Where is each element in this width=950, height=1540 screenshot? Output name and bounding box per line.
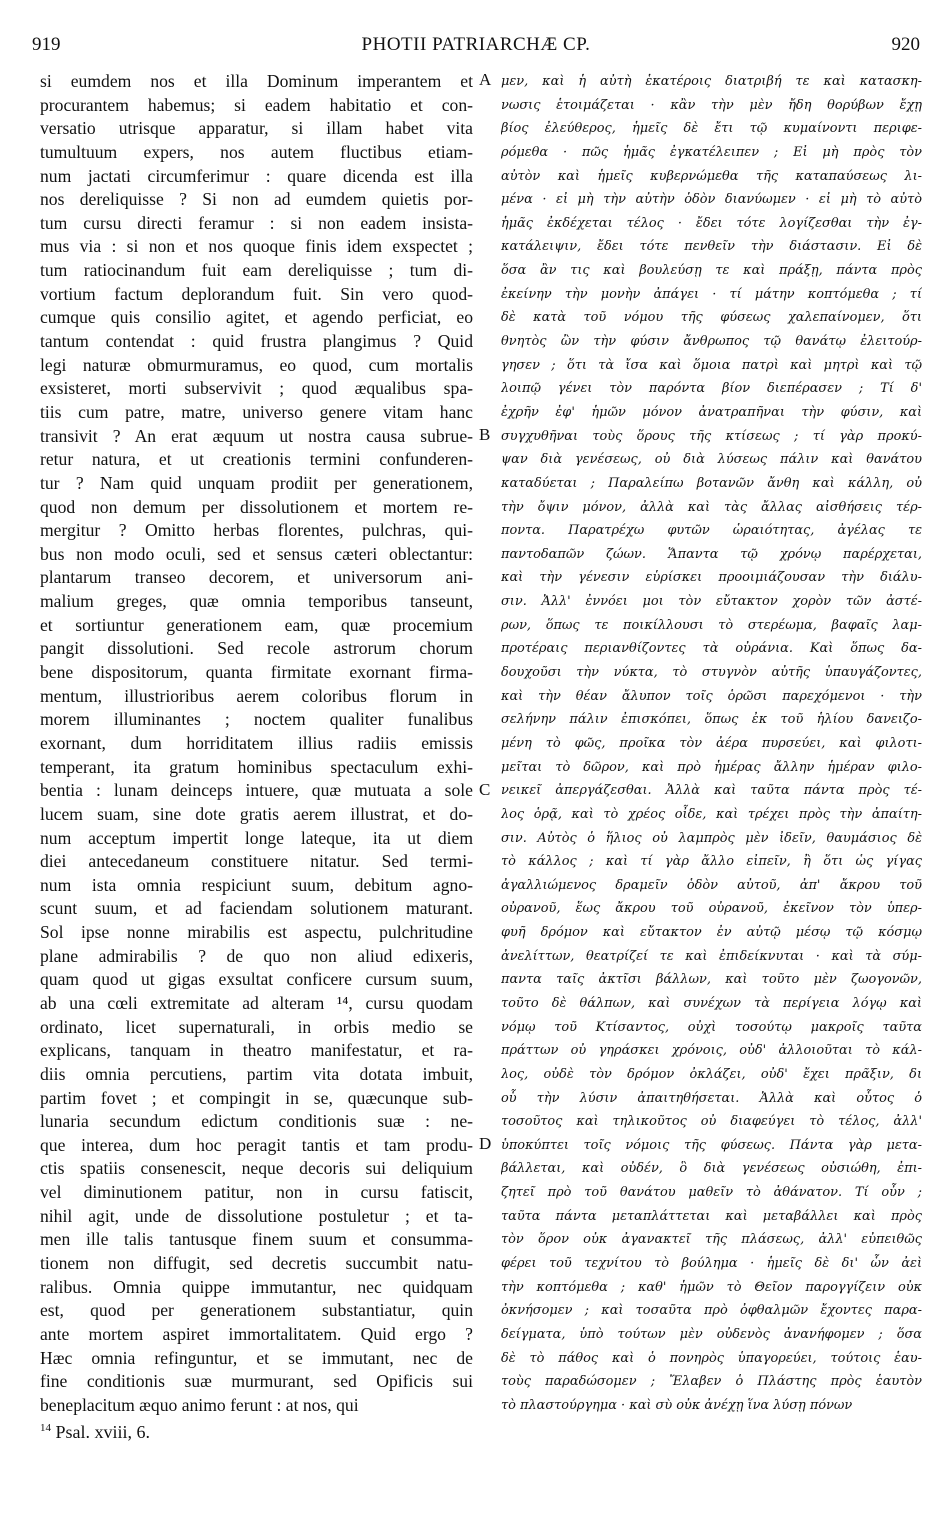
greek-text-line: προτέραις περιανθίζοντες τὰ οὐράνια. Καὶ ὅπως δα- [501,641,922,657]
greek-text-line: τοῦτο δὲ θάλπων, καὶ συνέχων τὰ περίγεια λόγῳ καὶ [501,995,922,1011]
latin-text-line: mentum, illustrioribus aerem coloribus florum in [40,685,473,706]
greek-text-line: σελήνην πάλιν ἐπισκόπει, ὅπως ἐκ τοῦ ἡλίου δανειζο- [501,712,922,728]
latin-text-line: tumultuum expers, nos autem fluctibus etiam- [40,141,473,162]
latin-text-line: malium greges, quæ omnia temporibus tanseunt, [40,591,473,612]
latin-text-line: bentia : lunam deinceps intuere, quæ mutuata a sole [40,780,473,801]
greek-text-line: λος, οὐδὲ τὸν δρόμον ὀκλάζει, οὐδ' ἔχει πρᾶξιν, δι [501,1066,922,1082]
greek-text-line: ἀνελίττων, θεατρίζεί τε καὶ ἐπιδείκνυται · καὶ τὰ σύμ- [501,948,922,964]
greek-text-line: ποντα. Παρατρέχω φυτῶν ὡραιότητας, ἀγέλας τε [501,523,922,539]
latin-text-line: exsisteret, morti subservivit ; quod æqualibus spa- [40,378,473,399]
greek-text-line: τὸ κάλλος ; καὶ τί γὰρ ἄλλο εἰπεῖν, ἢ ὅτι ὡς γίγας [501,854,922,870]
greek-text-line: καὶ τὴν γένεσιν εὑρίσκει προοιμιάζουσαν τὴν διάλυ- [501,570,922,586]
greek-text-line: δείγματα, ὑπὸ τούτων μὲν οὐδενὸς ἀνανήφομεν ; ὅσα [501,1326,922,1342]
latin-text-line: tum cursu directi feramur : si non eadem insista- [40,212,473,233]
latin-text-line: tiis cum patre, matre, universo genere vitam hanc [40,401,473,422]
greek-text-line: θνητὸς ὢν τὴν φύσιν ἄνθρωπος τῷ θανάτῳ ἐλειτούρ- [501,334,922,350]
greek-text-line: καὶ τὴν θέαν ἄλυπον τοῖς ὁρῶσι παρεχόμενοι · τὴν [501,688,922,704]
latin-text-line: exornant, dum horriditatem illius radiis emissis [40,732,473,753]
margin-letter: D [479,1134,492,1154]
greek-text-line: παντοδαπῶν ζώων. Ἅπαντα τῷ χρόνῳ παρέρχεται, [501,546,922,562]
greek-text-line: πράττων οὐ γηράσκει χρόνοις, οὐδ' ἀλλοιοῦται τὸ κάλ- [501,1043,922,1059]
latin-text-line: tantum contendat : quid frustra plangimus ? Quid [40,331,473,352]
greek-text-line: νεικεῖ ἀπεργάζεσθαι. Ἀλλὰ καὶ ταῦτα πάντα πρὸς τέ- [501,783,922,799]
footnote-number: 14 [40,1422,51,1434]
greek-text-line: τὸν ὅρον οὐκ ἀγανακτεῖ τῆς πλάσεως, ἀλλ' εὐπειθῶς [501,1232,922,1248]
latin-text-line: num ista omnia respiciunt suum, debitum agno- [40,874,473,895]
greek-text-line: ἀγαλλιώμενος δραμεῖν ὁδὸν αὐτοῦ, ἀπ' ἄκρου τοῦ [501,877,922,893]
greek-text-line: τὴν ὄψιν μόνον, ἀλλὰ καὶ τὰς ἄλλας αἰσθήσεις τέρ- [501,499,922,515]
latin-text-line: mus via : si non et nos quoque finis idem exspectet ; [40,236,473,257]
latin-text-line: lucem suam, sine dote gratis aerem illustrat, et do- [40,803,473,824]
greek-text-line: σιν. Αὐτὸς ὁ ἥλιος οὐ λαμπρὸς μὲν ἰδεῖν, θαυμάσιος δὲ [501,830,922,846]
greek-text-line: νόμῳ τοῦ Κτίσαντος, οὐχὶ τοσούτῳ μακροῖς ταῦτα [501,1019,922,1035]
page-number-left: 919 [32,34,61,55]
latin-text-line: beneplacitum æquo animo ferunt : at nos, qui [40,1394,359,1415]
latin-text-line: retur natura, et ut creationis termini confunderen- [40,449,473,470]
latin-text-line: transivit ? An erat æquum ut nostra causa subrue- [40,425,473,446]
latin-text-line: diis omnia percutiens, partim vita dotata imbuit, [40,1063,473,1084]
greek-text-line: συγχυθῆναι τοὺς ὅρους τῆς κτίσεως ; τί γὰρ προκύ- [501,428,922,444]
greek-text-line: ψαν διὰ γενέσεως, οὐ διὰ λύσεως πάλιν καὶ θανάτου [501,452,922,468]
latin-text-line: lunaria secundum edictum conditionis suæ : ne- [40,1111,473,1132]
greek-text-line: τὸ πλαστούργημα · καὶ σὺ οὐκ ἀνέχῃ ἵνα λύσῃ πόνων [501,1397,853,1413]
greek-text-line: ὀκνήσομεν ; καὶ τοσαῦτα πρὸ ὀφθαλμῶν ἔχοντες παρα- [501,1303,922,1319]
greek-text-line: ἡμᾶς ἐκδέχεται τέλος · ἔδει τότε λογίζεσθαι τὴν ἐγ- [501,215,922,231]
greek-text-line: καταδύεται ; Παραλείπω βοτανῶν ἄνθη καὶ κάλλη, οὐ [501,475,922,491]
latin-text-line: tionem non diffugit, sed decretis succumbit natu- [40,1253,473,1274]
greek-text-line: οὗ τὴν λύσιν ἀπαιτηθήσεται. Ἀλλὰ καὶ οὗτος ὁ [501,1090,922,1106]
latin-text-line: num jactati circumferimur : quare dicenda est illa [40,165,473,186]
latin-text-line: tur ? Nam quid unquam prodiit per generationem, [40,472,473,493]
running-title: PHOTII PATRIARCHÆ CP. [361,34,591,55]
latin-text-line: ante mortem aspiret immortalitatem. Quid ergo ? [40,1323,473,1344]
page-number-right: 920 [891,34,920,55]
greek-text-line: φυῆ δρόμον καὶ εὔτακτον ἐν αὐτῷ μέσῳ τῷ κόσμῳ [501,925,922,941]
latin-text-line: ralibus. Omnia quippe immutantur, nec quidquam [40,1276,473,1297]
greek-text-line: γησεν ; ὅτι τὰ ἴσα καὶ ὅμοια πατρὶ καὶ μητρὶ καὶ τῷ [501,357,922,373]
footnote [40,1422,150,1443]
latin-text-line: morem illuminantes ; noctem qualiter funalibus [40,709,473,730]
latin-text-line: plantarum transeo decorem, et universorum ani- [40,567,473,588]
latin-text-line: est, quod per generationem substantiatur, quin [40,1300,473,1321]
greek-text-line: βίος ἐλεύθερος, ἡμεῖς δὲ ἔτι τῷ κυμαίνοντι περιφε- [501,121,922,137]
greek-text-line: ρων, ὅπως τε ποικίλλουσι τὸ στερέωμα, βαφαῖς λαμ- [501,617,922,633]
greek-text-line: ταῦτα πάντα μεταπλάττεται καὶ μεταβάλλει καὶ πρὸς [501,1208,922,1224]
greek-text-line: μεν, καὶ ἡ αὐτὴ ἑκατέροις διατριβή τε καὶ κατασκη- [501,74,922,89]
greek-text-line: τοὺς παραδώσομεν ; Ἔλαβεν ὁ Πλάστης πρὸς ἑαυτὸν [501,1374,922,1390]
latin-text-line: scunt suum, et ad faciendam solutionem maturant. [40,898,473,919]
greek-text-line: ἐκείνην τὴν μονὴν ἀπάγει · τί μάτην κοπτόμεθα ; τί [501,286,922,302]
greek-text-line: δουχοῦσι τὴν νύκτα, τὸ στυγνὸν αὐτῆς ὑπαυγάζοντες, [501,665,922,681]
latin-text-line: temperant, ita gratum hominibus spectaculum exhi- [40,756,473,777]
margin-letter: B [479,424,491,444]
latin-text-line: ab una cœli extremitate ad alteram ¹⁴, cursu quodam [40,992,473,1013]
greek-text-line: λος ὁρᾷ, καὶ τὸ χρέος οἶδε, καὶ τρέχει πρὸς τὴν ἀπαίτη- [501,806,922,822]
latin-text-line: men ille talis tantusque finem suum et consumma- [40,1229,473,1250]
greek-text-line: ρόμεθα · πῶς ἡμᾶς ἐγκατέλειπεν ; Εἰ μὴ πρὸς τὸν [501,144,922,160]
footnote-text: Psal. xviii, 6. [51,1422,151,1442]
latin-text-line: nos dereliquisse ? Si non ad eumdem quietis por- [40,189,473,210]
greek-text-line: μένα · εἰ μὴ τὴν αὐτὴν ὁδὸν διανύωμεν · εἰ μὴ τὸ αὐτὸ [501,192,922,208]
latin-text-line: que interea, dum hoc peragit tantis et tam produ- [40,1134,473,1155]
greek-text-line: μένη τὸ φῶς, προῖκα τὸν ἀέρα πυρσεύει, καὶ φιλοτι- [501,735,922,751]
latin-text-line: ctis spatiis consenescit, neque decoris sui deliquium [40,1158,473,1179]
latin-text-line: fine conditionis suæ murmurant, sed Opificis sui [40,1371,473,1392]
greek-text-line: ὅσα ἂν τις καὶ βουλεύσῃ τε καὶ πράξῃ, πάντα πρὸς [501,263,922,279]
greek-text-line: δὲ κατὰ τοῦ νόμου τῆς φύσεως χαλεπαίνομεν, ὅτι [501,310,922,326]
latin-text-line: versatio utrisque apparatur, si illam habet vita [40,118,473,139]
running-header [32,34,920,60]
latin-text-line: explicans, tanquam in theatro manifestatur, et ra- [40,1040,473,1061]
greek-text-line: τὴν κοπτόμεθα ; καθ' ἡμῶν τὸ Θεῖον παρογγίζειν οὐκ [501,1279,922,1295]
latin-text-line: pangit dissolutioni. Sed recole astrorum chorum [40,638,473,659]
latin-text-line: Sol ipse nonne mirabilis est aspectu, pulchritudine [40,922,473,943]
latin-text-line: num acceptum impertit longe lateque, ita ut diem [40,827,473,848]
greek-text-line: ἐχρῆν ἐφ' ἡμῶν μόνον ἀνατραπῆναι τὴν φύσιν, καὶ [501,404,922,420]
greek-text-line: σιν. Ἀλλ' ἐννόει μοι τὸν εὔτακτον χορὸν τῶν ἀστέ- [501,594,922,610]
latin-text-line: ordinato, licet supernaturali, in orbis medio se [40,1016,473,1037]
greek-column [501,70,922,1418]
latin-text-line: partim fovet ; et compingit in se, quæcunque sub- [40,1087,473,1108]
latin-text-line: si eumdem nos et illa Dominum imperantem et [40,71,473,91]
latin-text-line: vortium factum deplorandum fuit. Sin vero quod- [40,283,473,304]
greek-text-line: δὲ τὸ πάθος καὶ ὁ πονηρὸς ὑπαγορεύει, τούτοις ἑαυ- [501,1350,922,1366]
latin-text-line: vel diminutionem patitur, non in cursu fatiscit, [40,1182,473,1203]
latin-text-line: quam quod ut gigas exsultat conficere cursum suum, [40,969,473,990]
greek-text-line: μεῖται τὸ δῶρον, καὶ πρὸ ἡμέρας ἄλλην ἡμέραν φιλο- [501,759,922,775]
margin-letter: C [479,779,491,799]
latin-text-line: Hæc omnia refinguntur, et se immutant, nec de [40,1347,473,1368]
greek-text-line: τοσοῦτος καὶ τηλικοῦτος οὐ διαφεύγει τὸ τέλος, ἀλλ' [501,1114,922,1130]
latin-text-line: bus non modo oculi, sed et sensus cæteri oblectantur: [40,543,473,564]
greek-text-line: ζητεῖ πρὸ τοῦ θανάτου μαθεῖν τὸ ἀθάνατον. Τί οὖν ; [501,1185,922,1201]
latin-column [40,70,473,1418]
latin-text-line: quod non demum per dissolutionem et mortem re- [40,496,473,517]
greek-text-line: αὐτὸν καὶ ἡμεῖς κυβερνώμεθα τῆς καταπαύσεως λι- [501,168,922,184]
latin-text-line: diei antecedaneum constituere nitatur. Sed termi- [40,851,473,872]
greek-text-line: παντα ταῖς ἀκτῖσι βάλλων, καὶ τοῦτο μὲν ζωογονῶν, [501,972,922,988]
latin-text-line: nihil agit, unde de dissolutione postuletur ; et ta- [40,1205,473,1226]
greek-text-line: κατάλειψιν, ἔδει τότε πενθεῖν τὴν διάστασιν. Εἰ δὲ [501,239,922,255]
greek-text-line: λοιπῷ γένει τὸν παρόντα βίον διεπέρασεν ; Τί δ' [501,381,922,397]
greek-text-line: ὑποκύπτει τοῖς νόμοις τῆς φύσεως. Πάντα γὰρ μετα- [501,1137,922,1153]
latin-text-line: et sortiuntur generationem eam, quæ procemium [40,614,473,635]
latin-text-line: mergitur ? Omitto herbas florentes, pulchras, qui- [40,520,473,541]
latin-text-line: tum ratiocinandum fuit eam dereliquisse ; tum di- [40,260,473,281]
greek-text-line: βάλλεται, καὶ οὐδέν, ὃ διὰ γενέσεως οὐσιώθη, ἐπι- [501,1161,922,1177]
latin-text-line: procurantem habemus; si eadem habitatio et con- [40,94,473,115]
greek-text-line: φέρει τοῦ τεχνίτου τὸ βούλημα · ἡμεῖς δὲ δι' ὧν ἀεὶ [501,1256,922,1272]
latin-text-line: bene dispositorum, quanta firmitate exornant firma- [40,662,473,683]
latin-text-line: cumque quis consilio agitet, et agendo perficiat, eo [40,307,473,328]
greek-text-line: νωσις ἑτοιμάζεται · κἂν τὴν μὲν ἤδη θορύβων ἔχῃ [501,97,922,113]
latin-text-line: plane admirabilis ? de quo non aliud edixeris, [40,945,473,966]
margin-letter: A [479,70,492,89]
greek-text-line: οὐρανοῦ, ἕως ἄκρου τοῦ οὐρανοῦ, ἐκεῖνον τὸν ὑπερ- [501,901,922,917]
latin-text-line: legi naturæ obmurmuramus, eo quod, cum mortalis [40,354,473,375]
